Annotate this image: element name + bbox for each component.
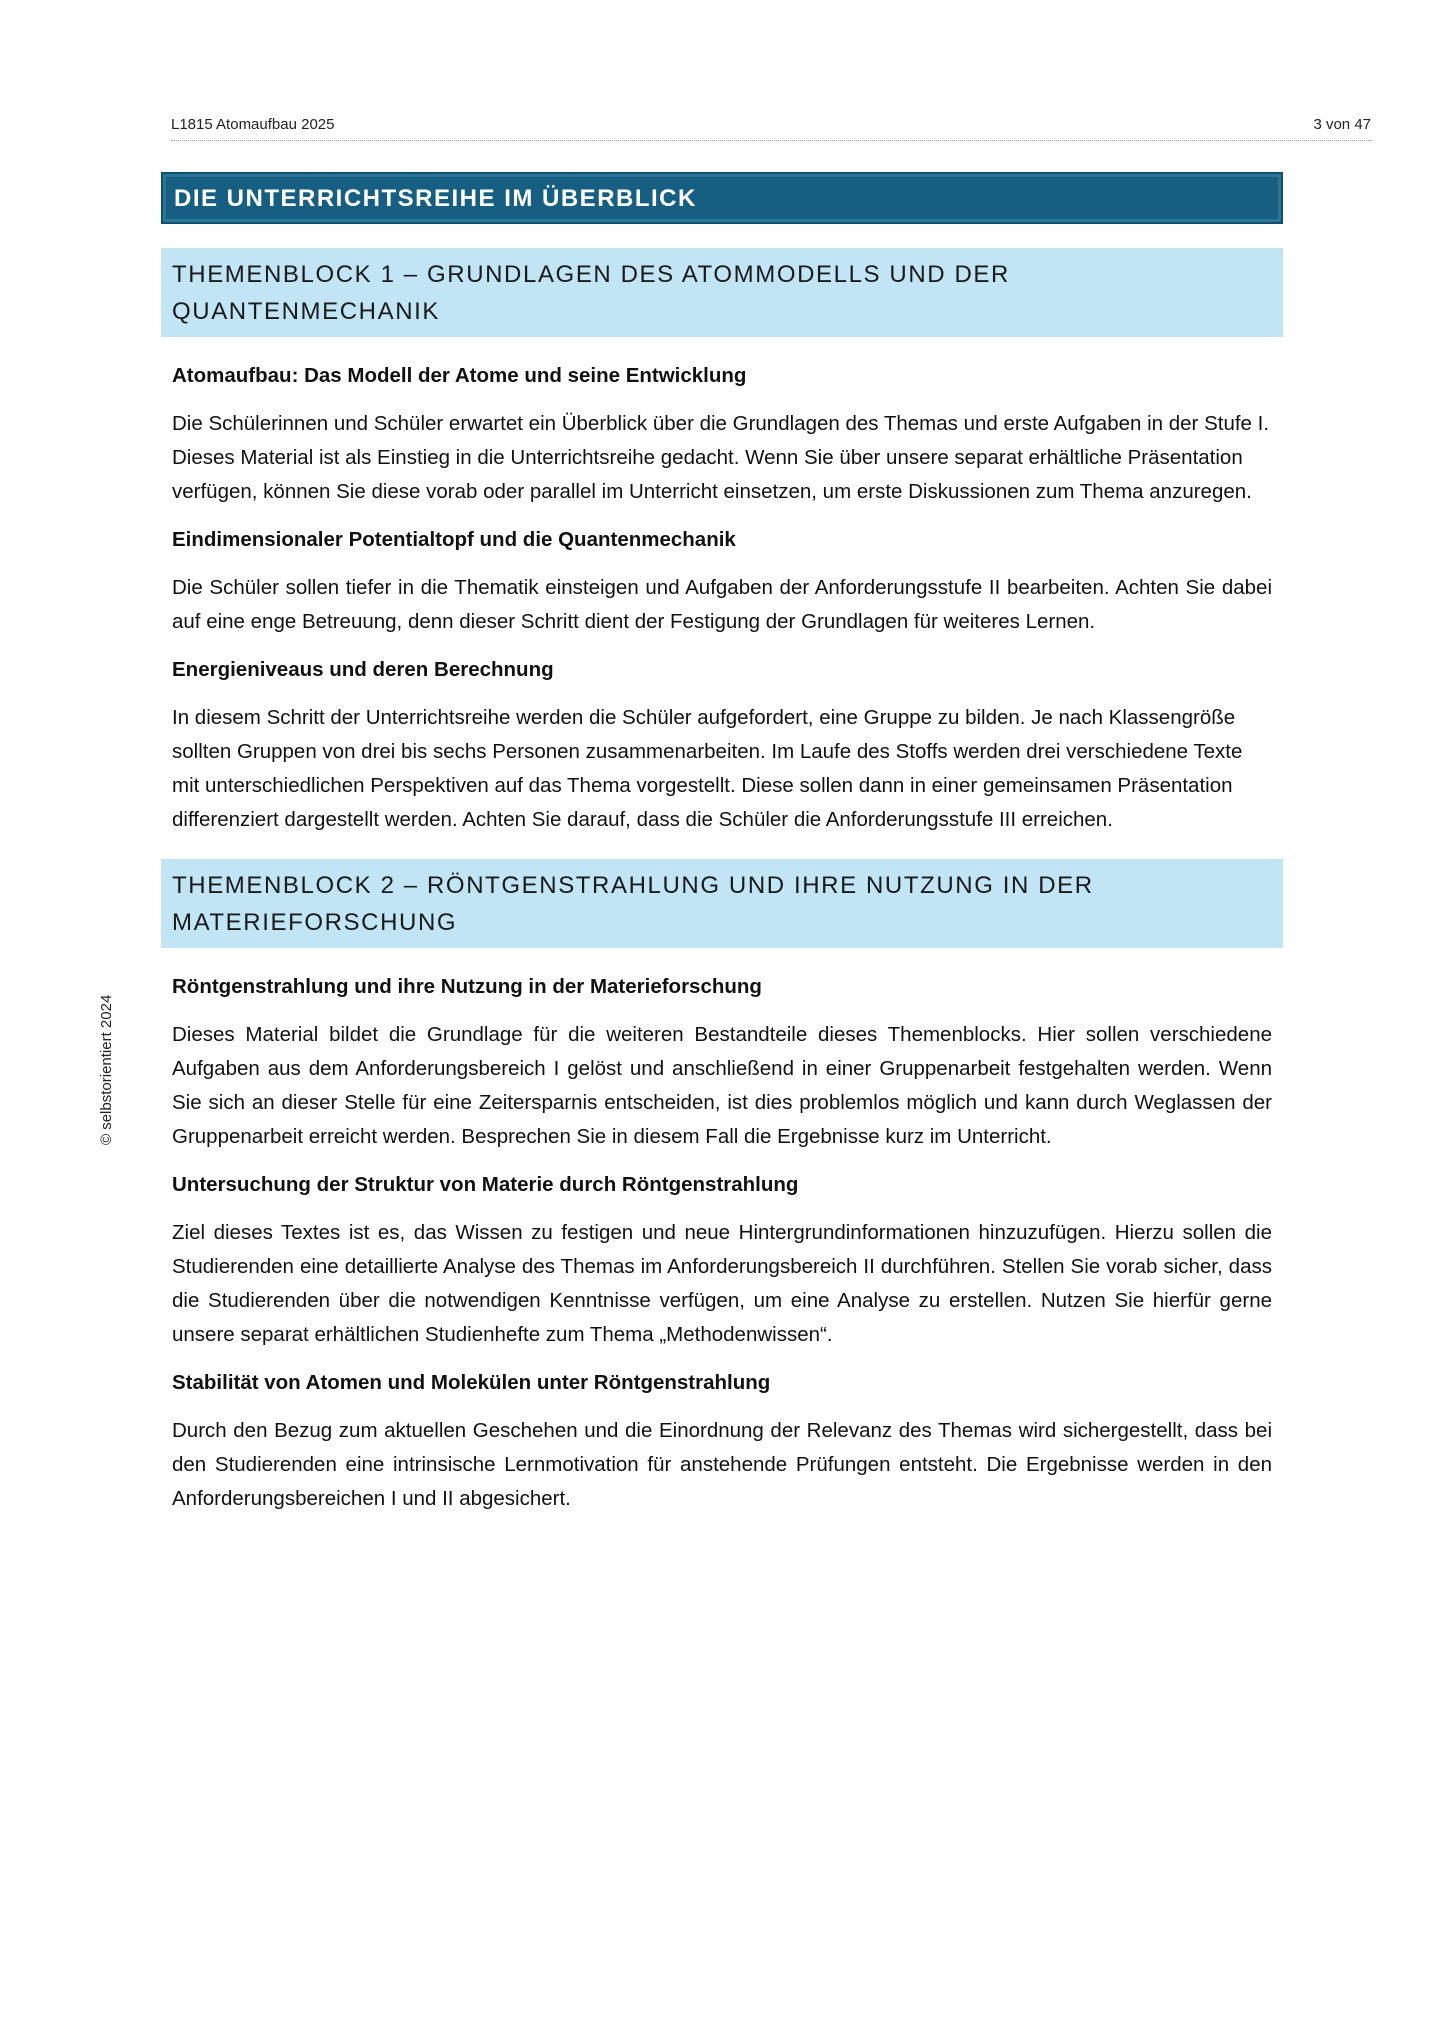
section-title: Stabilität von Atomen und Molekülen unter Röntgenstrahlung <box>172 1371 771 1394</box>
block-1-heading-line2: QUANTENMECHANIK <box>172 298 441 325</box>
section-text: Die Schülerinnen und Schüler erwartet ein Überblick über die Grundlagen des Themas und erste Aufgaben in der Stufe I. Dieses Material ist als Einstieg in die Unterrichtsreihe gedacht. Wenn Sie über unsere separat erhältliche Präsentation verfügen, können Sie diese vorab oder parallel im Unterricht einsetzen, um erste Diskussionen zum Thema anzuregen. <box>172 412 1270 503</box>
block-2-sections <box>161 972 1283 1516</box>
block-1-heading-line1: THEMENBLOCK 1 – GRUNDLAGEN DES ATOMMODELLS UND DER <box>172 261 1010 288</box>
section-title: Eindimensionaler Potentialtopf und die Quantenmechanik <box>172 528 736 551</box>
section-title: Röntgenstrahlung und ihre Nutzung in der Materieforschung <box>172 975 762 998</box>
block-1-sections <box>161 361 1283 837</box>
page-header <box>171 116 1371 141</box>
section-text: Durch den Bezug zum aktuellen Geschehen und die Einordnung der Relevanz des Themas wird sichergestellt, dass bei den Studierenden eine intrinsische Lernmotivation für anstehende Prüfungen entsteht. Die Ergebnisse werden in den Anforderungsbereichen I und II abgesichert. <box>172 1419 1272 1510</box>
page-content <box>161 172 1283 1516</box>
section-title: Energieniveaus und deren Berechnung <box>172 658 554 681</box>
section-title: Atomaufbau: Das Modell der Atome und seine Entwicklung <box>172 364 747 387</box>
side-copyright: © selbstorientiert 2024 <box>98 994 115 1145</box>
block-2-heading-line2: MATERIEFORSCHUNG <box>172 909 458 936</box>
block-1-heading <box>161 248 1283 337</box>
section-text: Die Schüler sollen tiefer in die Thematik einsteigen und Aufgaben der Anforderungsstufe II bearbeiten. Achten Sie dabei auf eine enge Betreuung, denn dieser Schritt dient der Festigung der Grundlagen für weiteres Lernen. <box>172 576 1272 633</box>
page-number: 3 von 47 <box>1313 116 1371 133</box>
block-2-heading <box>161 859 1283 948</box>
document-code: L1815 Atomaufbau 2025 <box>171 116 335 133</box>
section-text: In diesem Schritt der Unterrichtsreihe werden die Schüler aufgefordert, eine Gruppe zu bilden. Je nach Klassengröße sollten Gruppen von drei bis sechs Personen zusammenarbeiten. Im Laufe des Stoffs werden drei verschiedene Texte mit unterschiedlichen Perspektiven auf das Thema vorgestellt. Diese sollen dann in einer gemeinsamen Präsentation differenziert dargestellt werden. Achten Sie darauf, dass die Schüler die Anforderungsstufe III erreichen. <box>172 706 1243 831</box>
section-title: Untersuchung der Struktur von Materie durch Röntgenstrahlung <box>172 1173 799 1196</box>
page-title: DIE UNTERRICHTSREIHE IM ÜBERBLICK <box>161 172 1283 224</box>
section-text: Ziel dieses Textes ist es, das Wissen zu festigen und neue Hintergrundinformationen hinzuzufügen. Hierzu sollen die Studierenden eine detaillierte Analyse des Themas im Anforderungsbereich II durchführen. Stellen Sie vorab sicher, dass die Studierenden über die notwendigen Kenntnisse verfügen, um eine Analyse zu erstellen. Nutzen Sie hierfür gerne unsere separat erhältlichen Studienhefte zum Thema „Methodenwissen“. <box>172 1221 1272 1346</box>
block-2-heading-line1: THEMENBLOCK 2 – RÖNTGENSTRAHLUNG UND IHRE NUTZUNG IN DER <box>172 872 1094 899</box>
section-text: Dieses Material bildet die Grundlage für die weiteren Bestandteile dieses Themenblocks. Hier sollen verschiedene Aufgaben aus dem Anforderungsbereich I gelöst und anschließend in einer Gruppenarbeit festgehalten werden. Wenn Sie sich an dieser Stelle für eine Zeitersparnis entscheiden, ist dies problemlos möglich und kann durch Weglassen der Gruppenarbeit erreicht werden. Besprechen Sie in diesem Fall die Ergebnisse kurz im Unterricht. <box>172 1023 1272 1148</box>
